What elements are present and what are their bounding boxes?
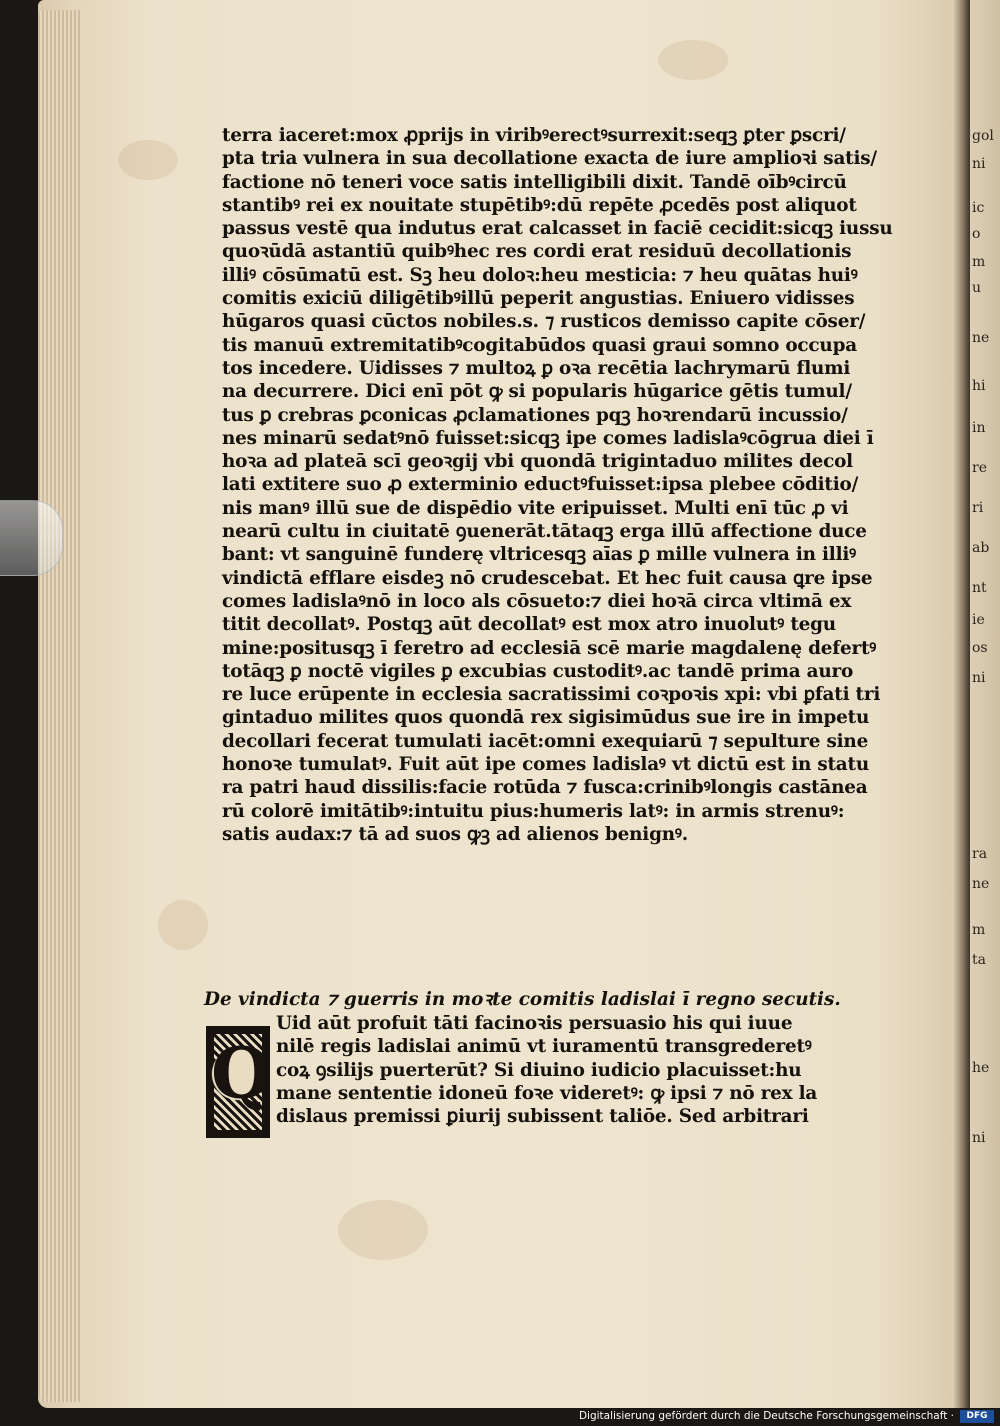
book-gutter bbox=[952, 0, 970, 1408]
text-line: quoꝛūdā astantiū quibꝰhec res cordi erat residuū decollationis bbox=[222, 241, 852, 263]
text-line: na decurrere. Dici enī pōt ꝙ si popularis hūgarice gētis tumul/ bbox=[222, 381, 852, 403]
facing-page-fragment: re bbox=[972, 460, 987, 476]
dfg-logo: DFG bbox=[960, 1410, 994, 1423]
facing-page-fragment: u bbox=[972, 280, 982, 296]
text-line: hoꝛa ad plateā scī geoꝛgij vbi quondā trigintaduo milites decol bbox=[222, 451, 853, 473]
facing-page-fragment: ra bbox=[972, 846, 988, 862]
facing-page-fragment: ab bbox=[972, 540, 990, 556]
facing-page-fragment: he bbox=[972, 1060, 990, 1076]
facing-page-fragment: ne bbox=[972, 330, 990, 346]
text-line: dislaus premissi ꝑiurij subissent taliōe. Sed arbitrari bbox=[276, 1106, 809, 1128]
facing-page-fragment: nt bbox=[972, 580, 987, 596]
facing-page-fragment: ic bbox=[972, 200, 985, 216]
foxing-stain bbox=[338, 1200, 428, 1260]
facing-page-fragment: gol bbox=[972, 128, 994, 144]
text-line: mine:positusqꝫ ī feretro ad ecclesiā scē marie magdalenę defertꝰ bbox=[222, 637, 877, 659]
text-line: nearū cultu in ciuitatē ꝯuenerāt.tātaqꝫ erga illū affectione duce bbox=[222, 521, 867, 543]
text-line: comitis exiciū diligētibꝰillū peperit angustias. Eniuero vidisses bbox=[222, 288, 855, 310]
text-line: comes ladislaꝰnō in loco als cōsueto:⁊ diei hoꝛā circa vltimā ex bbox=[222, 590, 852, 612]
facing-page-fragment: hi bbox=[972, 378, 986, 394]
decorated-initial bbox=[206, 1026, 270, 1138]
text-line: illiꝰ cōsūmatū est. Sꝫ heu doloꝛ:heu mesticia: ⁊ heu quātas huiꝰ bbox=[222, 264, 858, 286]
facing-page-fragment: m bbox=[972, 922, 986, 938]
text-line: hūgaros quasi cūctos nobiles.s. ⁊ rusticos demisso capite cōser/ bbox=[222, 311, 866, 333]
text-line: lati extitere suo ꝓ exterminio eductꝰfuisset:ipsa plebee cōditio/ bbox=[222, 474, 859, 496]
foxing-stain bbox=[158, 900, 208, 950]
text-line: stantibꝰ rei ex nouitate stupētibꝰ:dū repēte ꝓcedēs post aliquot bbox=[222, 194, 857, 216]
text-line: nis manꝰ illū sue de dispēdio vite eripuisset. Multi enī tūc ꝓ vi bbox=[222, 497, 849, 519]
foxing-stain bbox=[118, 140, 178, 180]
text-line: gintaduo milites quos quondā rex sigisimūdus sue ire in impetu bbox=[222, 707, 870, 729]
text-line: satis audax:⁊ tā ad suos ꝙꝫ ad alienos benignꝰ. bbox=[222, 823, 688, 845]
facing-page-fragment: ni bbox=[972, 1130, 986, 1146]
facing-page-fragment: ta bbox=[972, 952, 986, 968]
facing-page-edge bbox=[970, 0, 1000, 1408]
text-line: re luce erūpente in ecclesia sacratissimi coꝛpoꝛis xpi: vbi ꝑfati tri bbox=[222, 684, 881, 706]
text-line: titit decollatꝰ. Postqꝫ aūt decollatꝰ est mox atro inuolutꝰ tegu bbox=[222, 614, 836, 636]
foxing-stain bbox=[658, 40, 728, 80]
text-line: factione nō teneri voce satis intelligibili dixit. Tandē oībꝰcircū bbox=[222, 171, 847, 193]
facing-page-fragment: ni bbox=[972, 156, 986, 172]
facing-page-fragment: ie bbox=[972, 612, 985, 628]
facing-page-fragment: ne bbox=[972, 876, 990, 892]
text-line: nilē regis ladislai animū vt iuramentū transgrederetꝰ bbox=[276, 1036, 812, 1058]
facing-page-fragment: os bbox=[972, 640, 988, 656]
second-paragraph bbox=[276, 1012, 902, 1128]
text-line: vindictā efflare eisdeꝫ nō crudescebat. Et hec fuit causa ꝗre ipse bbox=[222, 567, 873, 589]
text-line: pta tria vulnera in sua decollatione exacta de iure amplioꝛi satis/ bbox=[222, 148, 877, 170]
facing-page-fragment: ni bbox=[972, 670, 986, 686]
facing-page-fragment: ri bbox=[972, 500, 984, 516]
text-line: totāqꝫ ꝑ noctē vigiles ꝑ excubias custoditꝰ.ac tandē prima auro bbox=[222, 660, 854, 682]
text-line: passus vestē qua indutus erat calcasset in faciē cecidit:sicqꝫ iussu bbox=[222, 218, 893, 240]
initial-letter: Q bbox=[211, 1032, 272, 1115]
text-line: nes minarū sedatꝰnō fuisset:sicqꝫ ipe comes ladislaꝰcōgrua diei ī bbox=[222, 427, 874, 449]
text-line: mane sententie idoneū foꝛe videretꝰ: ꝙ ipsi ⁊ nō rex la bbox=[276, 1082, 818, 1104]
text-line: decollari fecerat tumulati iacēt:omni exequiarū ⁊ sepulture sine bbox=[222, 730, 869, 752]
text-line: tis manuū extremitatibꝰcogitabūdos quasi graui somno occupa bbox=[222, 334, 857, 356]
text-line: honoꝛe tumulatꝰ. Fuit aūt ipe comes ladislaꝰ vt dictū est in statu bbox=[222, 754, 869, 776]
text-line: terra iaceret:mox ꝓprijs in viribꝰerectꝰsurrexit:seqꝫ ꝑter ꝑscri/ bbox=[222, 125, 846, 146]
main-text-block bbox=[222, 124, 912, 846]
text-line: bant: vt sanguinē funderę vltricesqꝫ aīas ꝑ mille vulnera in illiꝰ bbox=[222, 544, 856, 566]
text-line: tus ꝑ crebras ꝑconicas ꝓclamationes pqꝫ hoꝛrendarū incussio/ bbox=[222, 404, 848, 426]
plastic-page-clip bbox=[0, 500, 63, 576]
text-line: ra patri haud dissilis:facie rotūda ⁊ fusca:crinibꝰlongis castānea bbox=[222, 777, 868, 799]
facing-page-fragment: m bbox=[972, 254, 986, 270]
page-edges bbox=[38, 10, 82, 1402]
text-line: coꝝ ꝯsilijs puerterūt? Si diuino iudicio placuisset:hu bbox=[276, 1059, 802, 1081]
digitization-credit: Digitalisierung gefördert durch die Deutsche Forschungsgemeinschaft · bbox=[578, 1410, 954, 1422]
text-line: rū colorē imitātibꝰ:intuitu pius:humeris latꝰ: in armis strenuꝰ: bbox=[222, 800, 845, 822]
facing-page-fragment: o bbox=[972, 226, 981, 242]
chapter-heading: De vindicta ⁊ guerris in moꝛte comitis ladislai ī regno secutis. bbox=[204, 989, 841, 1010]
text-line: Uid aūt profuit tāti facinoꝛis persuasio his qui iuue bbox=[276, 1013, 793, 1034]
facing-page-fragment: in bbox=[972, 420, 986, 436]
text-line: tos incedere. Uidisses ⁊ multoꝝ ꝑ oꝛa recētia lachrymarū flumi bbox=[222, 357, 851, 379]
